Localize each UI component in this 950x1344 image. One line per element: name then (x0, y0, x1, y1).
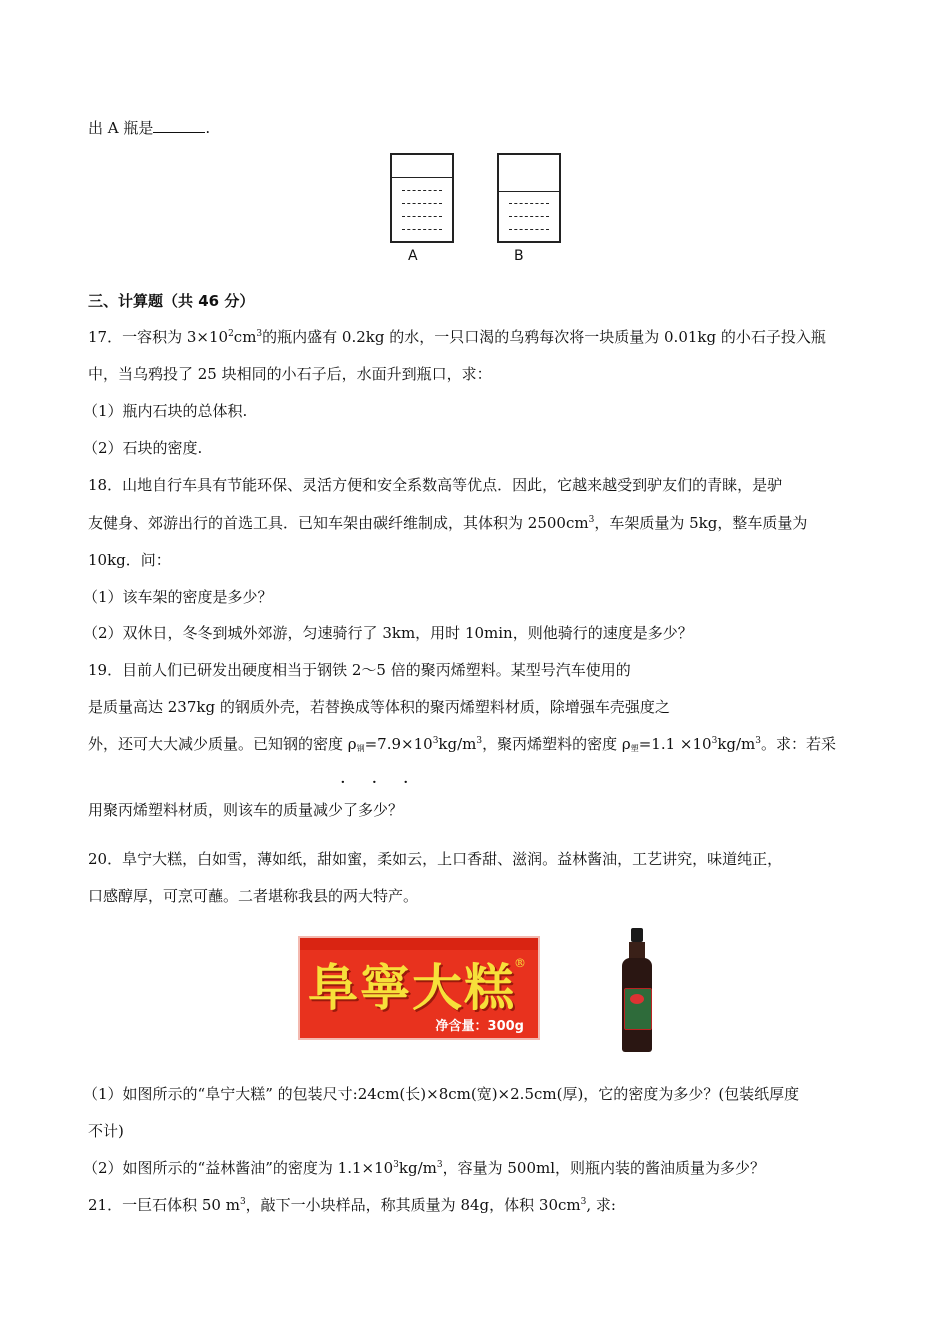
q19-line1: 19．目前人们已研发出硬度相当于钢铁 2～5 倍的聚丙烯塑料。某型号汽车使用的 (88, 661, 631, 679)
q18-sub2: （2）双休日，冬冬到城外郊游，匀速骑行了 3km，用时 10min，则他骑行的速度是多少？ (83, 624, 693, 642)
q17-sub2: （2）石块的密度. (83, 439, 203, 457)
q19-line3: 外，还可大大减少质量。已知钢的密度 $\rho_钢=7.9\times 10^3kg/m^3$，聚丙烯塑料的密度 $\rho_塑=1.1 \times 10^3kg/m^3$。求：若采 (88, 735, 837, 753)
q16-answer-line: 出 A 瓶是 . (88, 119, 211, 137)
q18-sub1: （1）该车架的密度是多少？ (83, 588, 273, 606)
q18-line1: 18．山地自行车具有节能环保、灵活方便和安全系数高等优点．因此，它越来越受到驴友们的青睐，是驴 (88, 476, 783, 494)
cake-net-weight: 净含量：300g (435, 1019, 524, 1034)
q17-line1: 17．一容积为 $3\times 10^2cm^3$的瓶内盛有 0.2kg 的水，一只口渴的乌鸦每次将一块质量为 0.01kg 的小石子投入瓶 (88, 328, 826, 346)
section-title: 三、计算题（共 46 分） (88, 292, 255, 310)
q19-line2: 是质量高达 237kg 的钢质外壳，若替换成等体积的聚丙烯塑料材质，除增强车壳强度之 (88, 698, 670, 716)
q20-line2: 口感醇厚，可烹可蘸。二者堪称我县的两大特产。 (88, 887, 419, 905)
q18-line3: 10kg．问： (88, 551, 171, 569)
q21-line1: 21．一巨石体积 50 $m^3$，敲下一小块样品，称其质量为 84g，体积 $30cm^3$, 求: (88, 1196, 616, 1214)
emphasis-dots: · · · (340, 772, 419, 793)
q17-line2: 中，当乌鸦投了 25 块相同的小石子后，水面升到瓶口，求： (88, 365, 492, 383)
label-a: A (408, 248, 418, 264)
q20-sub1-line1: （1）如图所示的“阜宁大糕” 的包装尺寸:24cm(长)×8cm(宽)×2.5cm(厚)，它的密度为多少？(包装纸厚度 (83, 1085, 800, 1103)
q18-line2: 友健身、郊游出行的首选工具．已知车架由碳纤维制成，其体积为 $2500cm^3$，车架质量为 5kg，整车质量为 (88, 514, 808, 532)
bottle-a (390, 153, 454, 243)
label-b: B (514, 248, 524, 264)
q20-sub1-line2: 不计) (88, 1122, 124, 1140)
q20-line1: 20．阜宁大糕，白如雪，薄如纸，甜如蜜，柔如云，上口香甜、滋润。益林酱油，工艺讲究，味道纯正， (88, 850, 783, 868)
answer-blank (153, 118, 205, 133)
q20-sub2: （2）如图所示的“益林酱油”的密度为 $1.1\times 10^3kg/m^3$，容量为 500ml，则瓶内装的酱油质量为多少？ (83, 1159, 766, 1177)
q19-line4: 用聚丙烯塑料材质，则该车的质量减少了多少？ (88, 801, 404, 819)
bottle-b (497, 153, 561, 243)
soy-sauce-bottle-image (620, 928, 654, 1052)
cake-package-image: 阜寧大糕 ® 净含量：300g (300, 938, 538, 1038)
cake-brand-text: 阜寧大糕 (308, 958, 516, 1017)
q17-sub1: （1）瓶内石块的总体积. (83, 402, 248, 420)
